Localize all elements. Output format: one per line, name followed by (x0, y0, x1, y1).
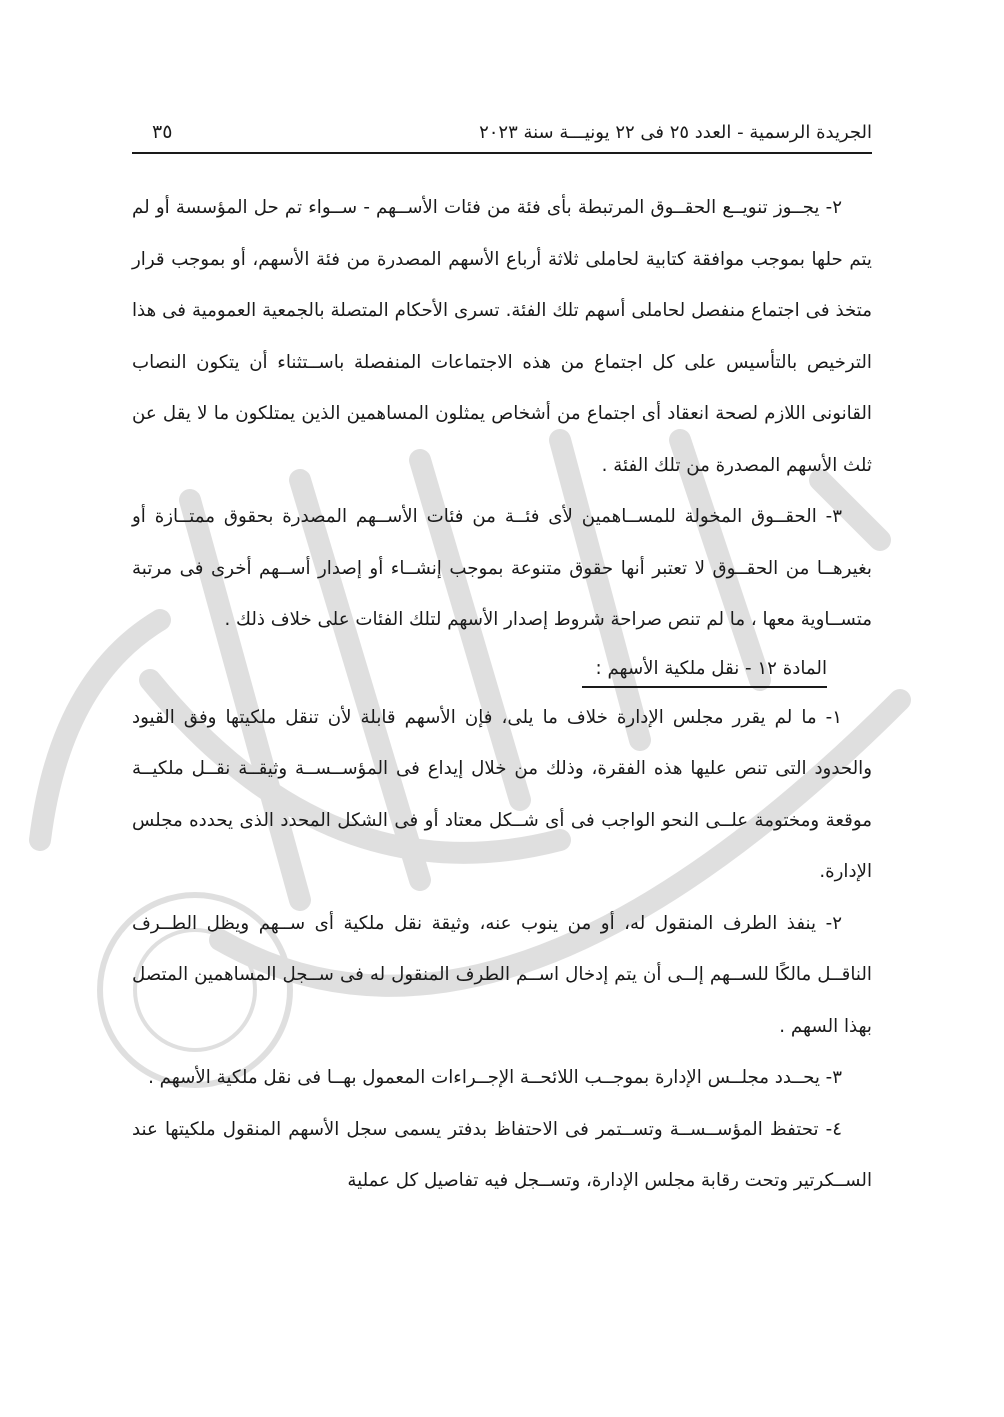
paragraph-transfer-4: ٤- تحتفظ المؤســســة وتســتمر فى الاحتفاظ بدفتر يسمى سجل الأسهم المنقول ملكيتها عند الســكرتير وتحت رقابة مجلس الإدارة، وتســجل فيه تفاصيل كل عملية (132, 1118, 872, 1191)
article-heading-text: المادة ١٢ - نقل ملكية الأسهم : (582, 654, 827, 688)
page-header (132, 112, 872, 154)
paragraph-transfer-1: ١- ما لم يقرر مجلس الإدارة خلاف ما يلى، فإن الأسهم قابلة لأن تنقل ملكيتها وفق القيود والحدود التى تنص عليها هذه الفقرة، وذلك من خلال إيداع فى المؤســســة وثيقــة نقــل ملكيــة موقعة ومختومة علــى النحو الواجب فى أى شــكل معتاد أو فى الشكل المحدد الذى يحدده مجلس الإدارة. (132, 706, 872, 882)
paragraph-clause-3: ٣- الحقــوق المخولة للمســاهمين لأى فئــة من فئات الأســهم المصدرة بحقوق ممتــازة أو بغيرهــا من الحقــوق لا تعتبر أنها حقوق متنوعة بموجب إنشــاء أو إصدار أســهم أخرى فى مرتبة متســاوية معها ، ما لم تنص صراحة شروط إصدار الأسهم لتلك الفئات على خلاف ذلك . (132, 506, 872, 630)
paragraph-clause-2: ٢- يجــوز تنويــع الحقــوق المرتبطة بأى فئة من فئات الأســهم - ســواء تم حل المؤسسة أو لم يتم حلها بموجب موافقة كتابية لحاملى ثلاثة أرباع الأسهم المصدرة من فئة الأسهم، أو بموجب قرار متخذ فى اجتماع منفصل لحاملى أسهم تلك الفئة. تسرى الأحكام المتصلة بالجمعية العمومية فى هذا الترخيص بالتأسيس على كل اجتماع من هذه الاجتماعات المنفصلة باســتثناء أن يتكون النصاب القانونى اللازم لصحة انعقاد أى اجتماع من أشخاص يمثلون المساهمين الذين يمتلكون ما لا يقل عن ثلث الأسهم المصدرة من تلك الفئة . (132, 197, 872, 476)
document-body (132, 182, 872, 1207)
paragraph-transfer-2: ٢- ينفذ الطرف المنقول له، أو من ينوب عنه، وثيقة نقل ملكية أى ســهم ويظل الطــرف الناقــل مالكًا للســهم إلــى أن يتم إدخال اســم الطرف المنقول له فى ســجل المساهمين المتصل بهذا السهم . (132, 912, 872, 1037)
gazette-title: الجريدة الرسمية - العدد ٢٥ فى ٢٢ يونيـــة سنة ٢٠٢٣ (479, 121, 872, 143)
paragraph-transfer-3: ٣- يحــدد مجلــس الإدارة بموجــب اللائحــة الإجــراءات المعمول بهــا فى نقل ملكية الأسهم . (148, 1067, 842, 1088)
article-12-heading (132, 646, 872, 692)
page-number: ٣٥ (152, 121, 173, 143)
